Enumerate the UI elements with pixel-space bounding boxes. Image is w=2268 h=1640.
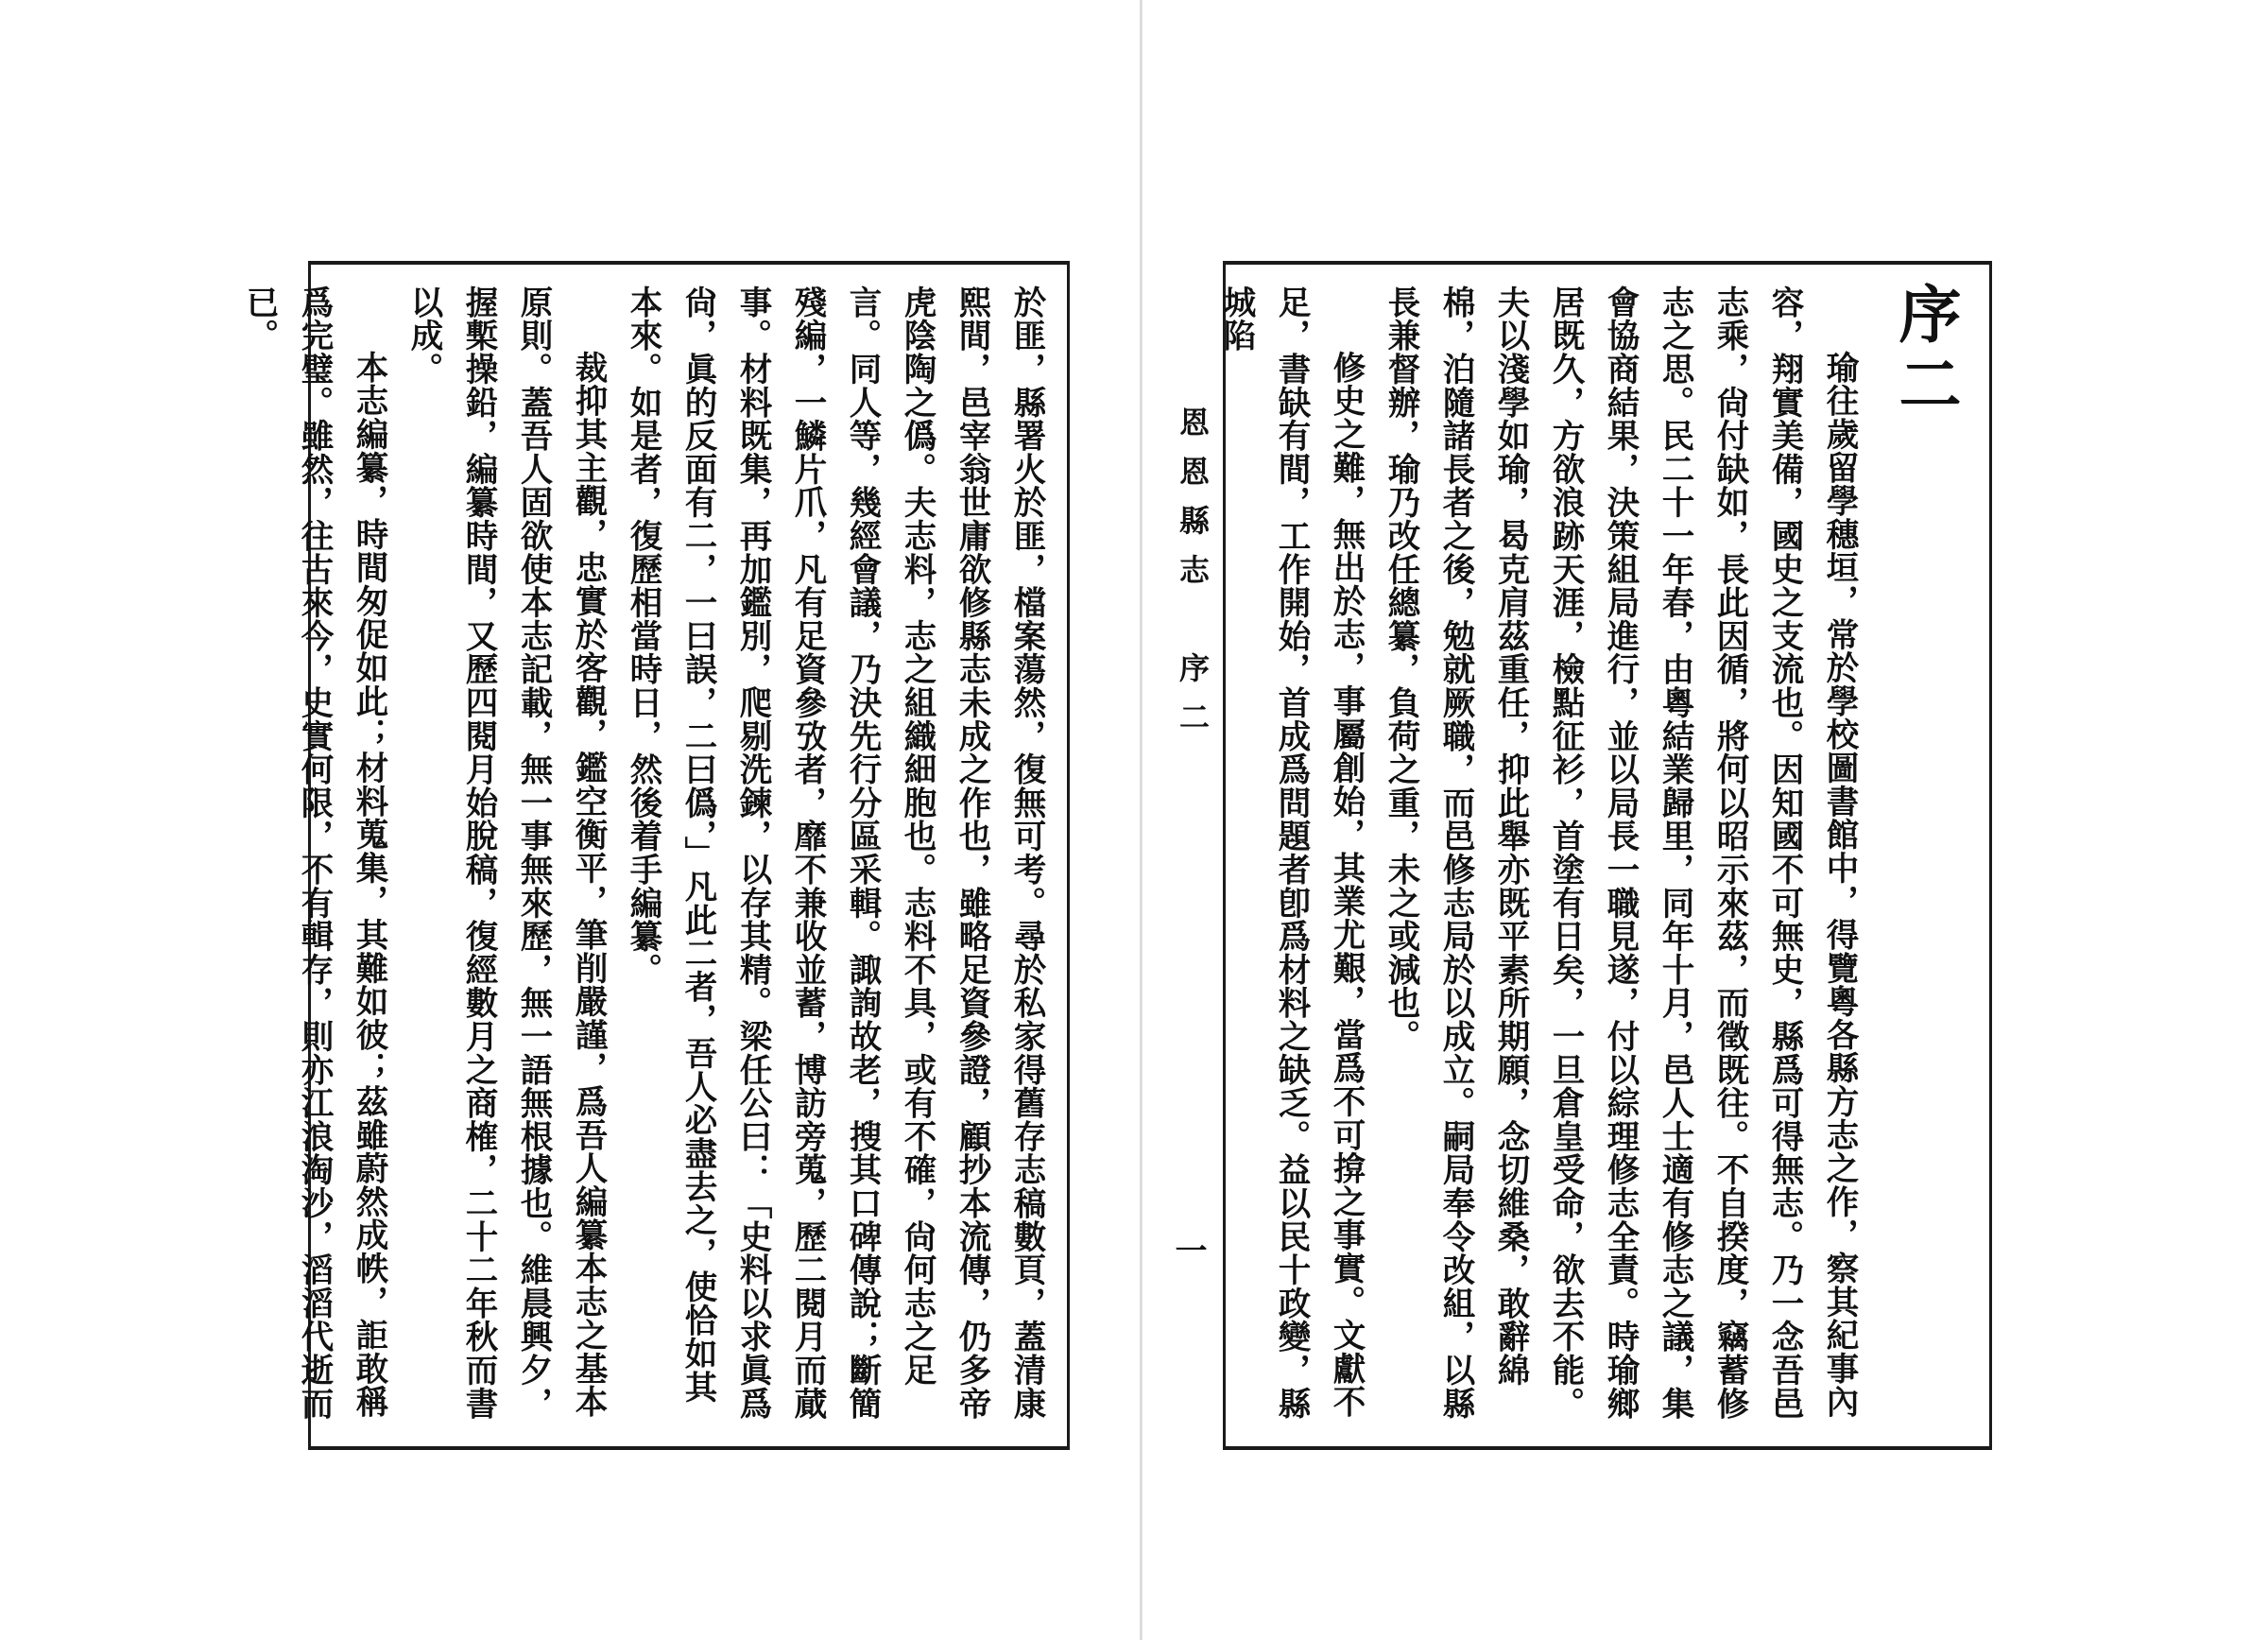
section-heading: 序二 <box>1888 282 1962 422</box>
margin-title: 恩恩縣志 序二 <box>1175 406 1211 751</box>
page-number: 一 <box>1169 1234 1207 1266</box>
left-paragraph-3: 本志編纂，時間匆促如此；材料蒐集，其難如彼；茲雖蔚然成帙，詎敢稱爲完璧。雖然，往古來今，史實何限，不有輯存，則亦江浪淘沙，滔滔代逝而已。 <box>240 285 387 1421</box>
right-paragraph-1: 瑜往歲留學穗垣，常於學校圖書館中，得覽粵各縣方志之作，察其紀事內容，翔實美備，國史之支流也。因知國不可無史，縣爲可得無志。乃一念吾邑志乘，尙付缺如，長此因循，將何以昭示來茲，而徵既往。不自揆度，竊蓄修志之思。民二十一年春，由粵結業歸里，同年十月，邑人士適有修志之議，集會協商結果，決策組局進行，並以局長一職見遂，付以綜理修志全責。時瑜鄉居既久，方欲浪跡天涯，檢點征衫，首塗有日矣，一旦倉皇受命，欲去不能。夫以淺學如瑜，曷克肩茲重任，抑此舉亦既平素所期願，念切維桑，敢辭綿棉，泊隨諸長者之後，勉就厥職，而邑修志局於以成立。嗣局奉令改組，以縣長兼督辦，瑜乃改任總纂，負荷之重，未之或減也。 <box>1382 285 1858 1421</box>
book-gutter <box>1140 0 1143 1640</box>
right-page-frame <box>1217 261 1992 1450</box>
left-page-frame <box>240 261 1070 1450</box>
left-page-text <box>240 285 1054 1425</box>
left-paragraph-2: 裁抑其主觀，忠實於客觀，鑑空衡平，筆削嚴謹，爲吾人編纂本志之基本原則。蓋吾人固欲使本志記載，無一事無來歷，無一語無根據也。維晨興夕，握槧操鉛，編纂時間，又歷四閱月始脫稿，復經數月之商榷，二十二年秋而書以成。 <box>404 285 607 1421</box>
left-paragraph-1: 於匪，縣署火於匪，檔案蕩然，復無可考。尋於私家得舊存志稿數頁，蓋清康熙間，邑宰翁世庸欲修縣志未成之作也，雖略足資參證，顧抄本流傳，仍多帝虎陰陶之僞。夫志料，志之組織細胞也。志料不具，或有不確，尙何志之足言。同人等，幾經會議，乃決先行分區采輯。諏詢故老，搜其口碑傳說；斷簡殘編，一鱗片爪，凡有足資參攷者，靡不兼收並蓄，博訪旁蒐，歷二閱月而蕆事。材料既集，再加鑑別，爬剔洗鍊，以存其精。梁任公曰：「史料以求眞爲尙，眞的反面有二，一曰誤，二曰僞，」凡此二者，吾人必盡去之，使恰如其本來。如是者，復歷相當時日，然後着手編纂。 <box>624 285 1045 1421</box>
right-paragraph-2: 修史之難，無出於志，事屬創始，其業尤艱，當爲不可揜之事實。文獻不足，書缺有間，工作開始，首成爲問題者卽爲材料之缺乏。益以民十政變，縣城陷 <box>1217 285 1365 1421</box>
right-page-text <box>1217 285 1866 1425</box>
